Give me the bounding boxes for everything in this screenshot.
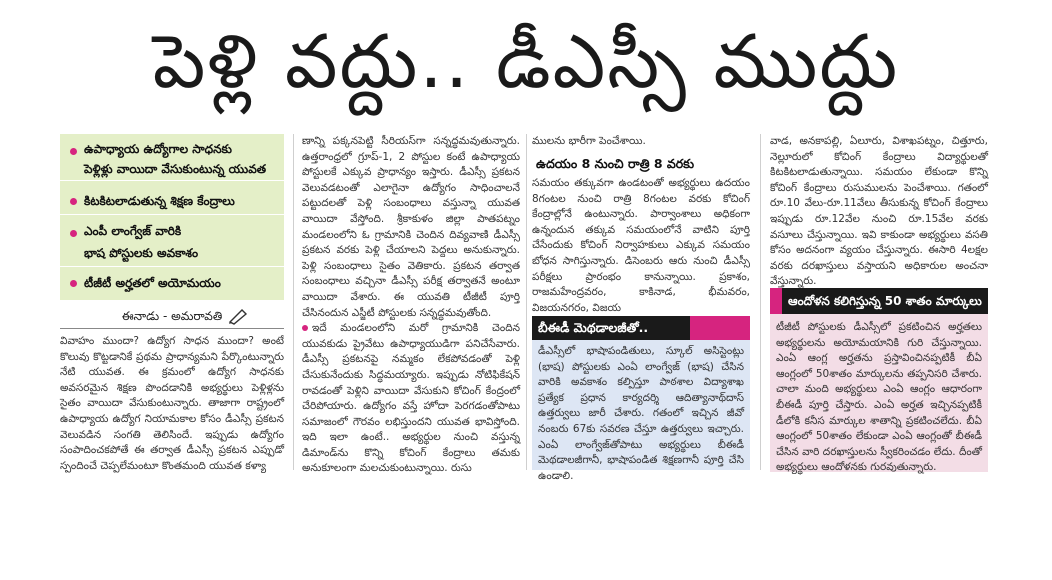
bullet-icon xyxy=(302,325,308,331)
bullet-icon xyxy=(70,280,77,287)
highlight-line: పెళ్లిళ్లు వాయిదా వేసుకుంటున్న యువత xyxy=(84,162,267,176)
headline: పెళ్లి వద్దు.. డీఎస్సీ ముద్దు xyxy=(152,19,900,105)
section-tag-text: బీఈడీ మెథడాలజీతో.. xyxy=(538,320,649,335)
article-column-2 xyxy=(302,134,520,475)
paragraph: ఇదే మండలంలోని మరో గ్రామానికి చెందిన యువకుడు ప్రైవేటు ఉపాధ్యాయుడిగా పనిచేసేవారు. డీఎస్సీ ప్రకటనపై నమ్మకం లేకపోవడంతో పెళ్లి చేసుకునేందుకు సిద్ధమయ్యారు. ఇప్పుడు నోటిఫికేషన్ రావడంతో పెళ్లిని వాయిదా వేసుకుని కోచింగ్ కేంద్రంలో చేరిపోయారు. ఉద్యోగం వస్తే హోదా పెరగడంతోపాటు సమాజంలో గౌరవం లభిస్తుందని యువత భావిస్తోంది. ఇది ఇలా ఉంటే.. అభ్యర్థుల నుంచి వస్తున్న డిమాండ్‌ను కొన్ని కోచింగ్ కేంద్రాలు తమకు అనుకూలంగా మలచుకుంటున్నాయి. రుసు xyxy=(302,322,520,475)
tag-accent xyxy=(770,288,782,314)
pen-icon xyxy=(228,308,248,324)
highlight-line: ఉపాధ్యాయ ఉద్యోగాల సాధనకు xyxy=(84,142,232,156)
highlights-box xyxy=(60,134,284,300)
bullet-icon xyxy=(70,148,77,155)
paragraph: ణాన్ని పక్కనపెట్టి సీరియస్‌గా సన్నద్ధమవుతున్నారు. ఉత్తరాంధ్రలో గ్రూప్-1, 2 పోస్టుల కంటే ఉపాధ్యాయ పోస్టులకే ఎక్కువ ప్రాధాన్యం ఇస్తారు. డీఎస్సీ ప్రకటన వెలువడటంతో ఎలాగైనా ఉద్యోగం సాధించాలనే పట్టుదలతో పెళ్లి సంబంధాలు వస్తున్నా యువత వాయిదా వేస్తోంది. శ్రీకాకుళం జిల్లా పాతపట్నం మండలంలోని ఓ గ్రామానికి చెందిన దివ్యవాణి డీఎస్సీ ప్రకటన వరకు పెళ్లి చేయాలని పెద్దలు అనుకున్నారు. పెళ్లి సంబంధాలు సైతం వెతికారు. ప్రకటన తర్వాత సంబంధాలు వచ్చినా డీఎస్సీ పరీక్ష తర్వాతనే అంటూ వాయిదా వేశారు. ఈ యువతి టీజీటీ పూర్తి చేసినందున ఎస్జీటీ పోస్టులకు సన్నద్ధమవుతోంది. xyxy=(302,135,520,319)
tag-accent xyxy=(690,316,750,340)
article-column-3 xyxy=(532,176,750,314)
section-tag xyxy=(532,316,750,340)
highlight-item xyxy=(60,140,284,181)
paragraph: టీజీటీ పోస్టులకు డీఎస్సీలో ప్రకటించిన అర్హతలు అభ్యర్థులను అయోమయానికి గురి చేస్తున్నాయి. ఎంఏ ఆంగ్ల అర్హతను ప్రస్తావించినప్పటికీ బీఏ ఆంగ్లంలో 50శాతం మార్కులను తప్పనిసరి చేశారు. చాలా మంది అభ్యర్థులు ఎంఏ ఆంగ్లం ఆధారంగా బీఈడీ పూర్తి చేస్తారు. ఎంఏ అర్హత ఇచ్చినప్పటికీ డీలోకి కనీస మార్కుల శాతాన్ని ప్రకటించలేదు. బీఏ ఆంగ్లంలో 50శాతం లేకుండా ఎంఏ ఆంగ్లంతో బీఈడీ చేసిన వారి దరఖాస్తులను స్వీకరించడం లేదు. దీంతో అభ్యర్థులు ఆందోళనకు గురవుతున్నారు. xyxy=(776,321,982,474)
column-divider xyxy=(293,134,294,470)
byline xyxy=(60,304,284,329)
bullet-icon xyxy=(70,230,77,237)
section-subhead: ఉదయం 8 నుంచి రాత్రి 8 వరకు xyxy=(536,156,695,171)
paragraph: ములను భారీగా పెంచేశాయి. xyxy=(532,135,646,147)
highlight-item xyxy=(60,222,284,267)
info-box xyxy=(532,340,750,482)
section-tag xyxy=(770,288,988,314)
highlight-item xyxy=(60,272,284,296)
article-column-4 xyxy=(770,134,988,288)
highlight-line: ఎంపీ లాంగ్వేజ్ వారికి xyxy=(84,224,182,238)
highlight-line: కిటకిటలాడుతున్న శిక్షణ కేంద్రాలు xyxy=(84,194,235,208)
article-column-3-top xyxy=(532,134,750,150)
highlight-item xyxy=(60,190,284,215)
column-divider xyxy=(760,134,761,470)
highlight-line: భాష పోస్టులకు అవకాశం xyxy=(84,246,199,260)
info-box-body xyxy=(538,344,744,482)
info-box-body xyxy=(776,320,982,474)
article-column-1 xyxy=(60,334,284,472)
paragraph: సమయం తక్కువగా ఉండటంతో అభ్యర్థులు ఉదయం 8గంటల నుంచి రాత్రి 8గంటల వరకు కోచింగ్ కేంద్రాల్లోనే ఉంటున్నారు. పార్వాంశాలు అధికంగా ఉన్నందున తక్కువ సమయంలోనే వాటిని పూర్తి చేసేందుకు కోచింగ్ నిర్వాహకులు ఎక్కువ సమయం బోధన సాగిస్తున్నారు. డిసెంబరు ఆరు నుంచి డీఎస్సీ పరీక్షలు ప్రారంభం కానున్నాయి. ప్రకాశం, రాజమహేంద్రవరం, కాకినాడ, భీమవరం, విజయనగరం, విజయ xyxy=(532,177,750,314)
paragraph: వాడ, అనకాపల్లి, ఏలూరు, విశాఖపట్నం, చిత్తూరు, నెల్లూరులో కోచింగ్ కేంద్రాలు విద్యార్థులతో కిటకిటలాడుతున్నాయి. సమయం లేకుండా కొన్ని కోచింగ్ కేంద్రాలు రుసుములను పెంచేశాయి. గతంలో రూ.10 వేలు-రూ.11వేలు తీసుకున్న కోచింగ్ కేంద్రాలు ఇప్పుడు రూ.12వేల నుంచి రూ.15వేల వరకు వసూలు చేస్తున్నాయి. ఇవి కాకుండా అభ్యర్థులు వసతి కోసం అదనంగా వ్యయం చేస్తున్నారు. ఈసారి 4లక్షల వరకు దరఖాస్తులు వస్తాయని అధికారుల అంచనా వేస్తున్నారు. xyxy=(770,135,988,288)
highlight-line: టీజీటీ అర్హతలో అయోమయం xyxy=(84,276,221,290)
paragraph: డీఎస్సీలో భాషాపండితులు, స్కూల్ అసిస్టెంట్లు (భాష) పోస్టులకు ఎంఏ లాంగ్వేజ్ (భాష) చేసిన వారికి అవకాశం కల్పిస్తూ పాఠశాల విద్యాశాఖ ప్రత్యేక ప్రధాన కార్యదర్శి ఆదిత్యానాథ్‌దాస్ ఉత్తర్వులు జారీ చేశారు. గతంలో ఇచ్చిన జీవో నంబరు 67కు సవరణ చేస్తూ ఉత్తర్వులు ఇచ్చారు. ఎంఏ లాంగ్వేజ్‌తోపాటు అభ్యర్థులు బీఈడీ మెథడాలజీగానీ, భాషాపండిత శిక్షణగానీ పూర్తి చేసి ఉండాలి. xyxy=(538,345,744,482)
section-tag-text: ఆందోళన కలిగిస్తున్న 50 శాతం మార్కులు xyxy=(788,294,982,308)
info-box xyxy=(770,314,988,472)
column-divider xyxy=(526,134,527,470)
paragraph: వివాహం ముందా? ఉద్యోగ సాధన ముందా? అంటే కొలువు కొట్టడానికే ప్రథమ ప్రాధాన్యమని పేర్కొంటున్నారు నేటి యువత. ఈ క్రమంలో ఉద్యోగ సాధనకు అవసరమైన శిక్షణ పొందడానికి అభ్యర్థులు పెళ్లిళ్లను సైతం వాయిదా వేసుకుంటున్నారు. తాజాగా రాష్ట్రంలో ఉపాధ్యాయ ఉద్యోగ నియామకాల కోసం డీఎస్సీ ప్రకటన వెలువడిన సంగతి తెలిసిందే. ఇప్పుడు ఉద్యోగం సంపాదించకపోతే ఈ తర్వాత డీఎస్సీ ప్రకటన ఎప్పుడో స్పందించే చెప్పలేమంటూ కొంతమంది యువత కళ్యా xyxy=(60,335,284,472)
bullet-icon xyxy=(70,198,77,205)
byline-text: ఈనాడు - అమరావతి xyxy=(121,309,223,323)
